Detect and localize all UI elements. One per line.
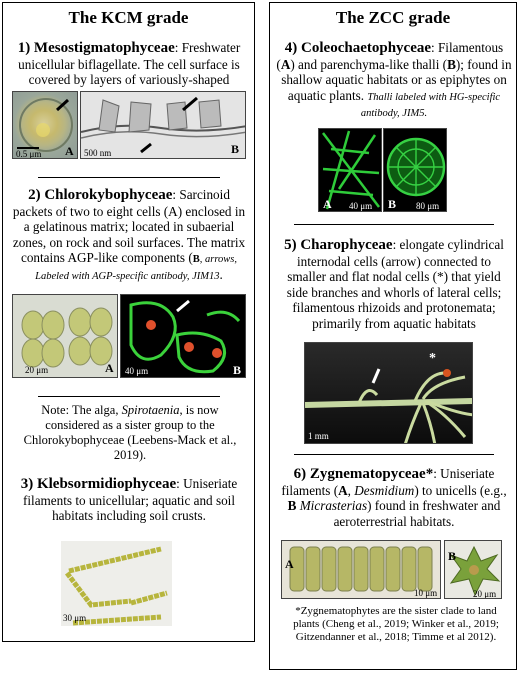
s5-text <box>276 237 512 331</box>
desmidium-image <box>281 540 441 599</box>
s6-text <box>276 466 512 529</box>
s1-text <box>10 40 248 88</box>
note <box>14 403 246 463</box>
scale-label: 20 μm <box>473 589 497 599</box>
s2-end: . <box>219 266 223 282</box>
scale-label: 30 μm <box>63 613 87 623</box>
s6-b: B <box>287 498 297 513</box>
img-label: B <box>231 142 240 156</box>
scale-bar <box>17 147 39 149</box>
note-pre: Note: The alga, <box>41 403 122 417</box>
scale-label: 80 μm <box>416 201 440 211</box>
footnote: *Zygnematophytes are the sister clade to land plants (Cheng et al., 2019; Winker et al., 2019; Gitzendanner et al., 2018; Timme et al 2012). <box>293 605 499 643</box>
s4-body-1: : Filamentous ( <box>276 40 504 72</box>
arrow-icon <box>141 144 151 152</box>
mesostigma-image-b <box>80 91 246 159</box>
s1-heading: 1) Mesostigmatophyceae <box>17 40 175 56</box>
scale-label: 0.5 μm <box>16 149 42 159</box>
s1-body: : Freshwater unicellular biflagellate. The cell surface is covered by layers of variously-shaped <box>18 40 241 87</box>
scale-label: 20 μm <box>25 365 49 375</box>
s4-body-3: ); found in shallow aquatic habitats or as epiphytes on aquatic plants. <box>281 56 512 103</box>
s6-body-2: ) to unicells (e.g., <box>414 482 507 498</box>
s4-italic: Thalli labeled with HG-specific antibody, JIM5. <box>360 91 501 119</box>
divider <box>38 396 220 397</box>
s5-heading: 5) Charophyceae <box>284 237 393 253</box>
s3-body: : Uniseriate filaments to unicellular; aquatic and soil habitats including soil crusts. <box>22 476 238 523</box>
s2-text <box>10 187 248 283</box>
divider <box>294 224 494 225</box>
s4-a: A <box>280 56 291 72</box>
asterisk-marker: * <box>429 351 436 366</box>
divider <box>294 454 494 455</box>
arrow-icon <box>177 301 189 311</box>
zcc-title: The ZCC grade <box>335 8 451 27</box>
s6-comma: , <box>347 482 355 498</box>
klebsormidium-image <box>61 541 172 626</box>
chlorokybus-image-a <box>12 294 118 378</box>
s6-micrasterias: Micrasterias <box>296 498 368 513</box>
micrasterias-image <box>444 540 502 599</box>
s6-body-3: ) found in freshwater and aeroterrestrial habitats. <box>333 498 501 529</box>
scale-label: 40 μm <box>125 366 149 376</box>
s5-body: : elongate cylindrical internodal cells (arrow) connected to smaller and flat nodal cells (*) that yield side branches and whorls of lateral cells; filamentous rhizoids and protonemata; primarily from aquatic habitats <box>286 237 504 331</box>
scale-label: 1 mm <box>308 431 329 441</box>
s4-body-2: ) and parenchyma-like thalli ( <box>290 56 448 72</box>
kcm-title: The KCM grade <box>68 8 189 27</box>
chara-drawing <box>305 343 473 444</box>
s2-body: : Sarcinoid packets of two to eight cells (A) enclosed in a gelatinous matrix; located in subaerial zones, on rock and soil surfaces. The matrix contains AGP-like components ( <box>12 187 246 265</box>
s4-text <box>276 40 512 121</box>
s4-heading: 4) Coleochaetophyceae <box>284 40 432 56</box>
s2-italic: , arrows, Labeled with AGP-specific antibody, JIM13 <box>35 254 238 282</box>
img-label: B <box>388 197 397 211</box>
s2-heading: 2) Chlorokybophyceae <box>28 187 173 203</box>
img-label: A <box>65 144 74 158</box>
mesostigma-image-a <box>12 91 78 159</box>
s3-heading: 3) Klebsormidiophyceae <box>20 476 177 492</box>
s6-desmidium: Desmidium <box>354 482 415 498</box>
coleochaete-image-b <box>383 128 447 212</box>
chlorokybus-image-b <box>120 294 246 378</box>
coleochaete-image-a <box>318 128 382 212</box>
s3-text <box>10 476 248 524</box>
scale-label: 10 μm <box>414 588 438 598</box>
note-post: , is now considered as a sister group to the Chlorokybophyceae (Leebens-Mack et al., 2019). <box>23 403 237 462</box>
img-label: A <box>285 557 294 571</box>
s6-heading: 6) Zygnematopyceae* <box>293 466 434 482</box>
img-label: B <box>233 363 242 377</box>
img-label: A <box>323 197 332 211</box>
s6-a: A <box>338 482 348 498</box>
s6-body-1: : Uniseriate filaments ( <box>281 466 495 498</box>
arrow-icon <box>373 369 379 383</box>
chara-image <box>304 342 473 444</box>
img-label: A <box>105 361 114 375</box>
scale-label: 40 μm <box>349 201 373 211</box>
img-label: B <box>448 549 457 563</box>
divider <box>38 177 220 178</box>
s2-b-ref: B <box>192 254 200 265</box>
scale-label: 500 nm <box>84 148 112 158</box>
note-genus: Spirotaenia <box>121 403 180 417</box>
s4-b: B <box>447 56 456 72</box>
